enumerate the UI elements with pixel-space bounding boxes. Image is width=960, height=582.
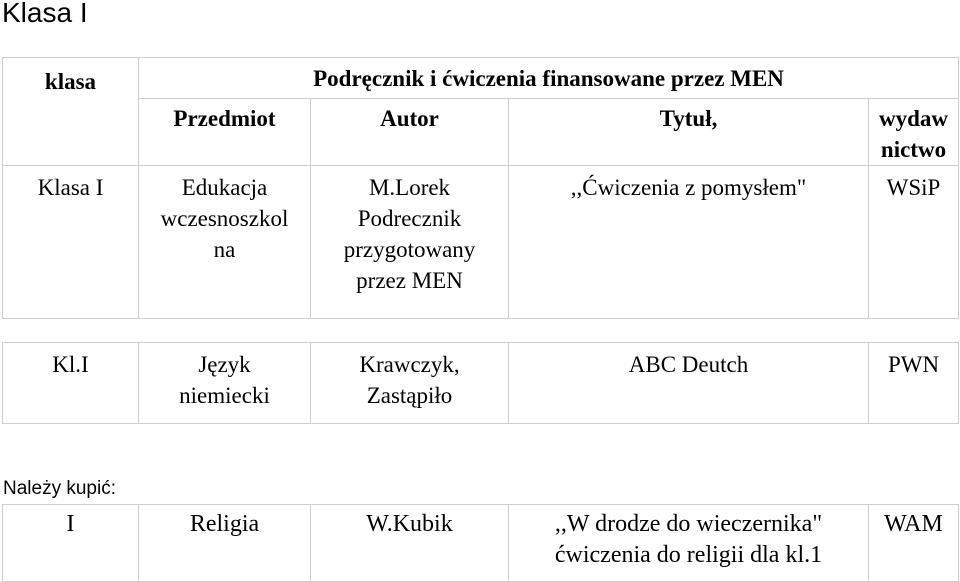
cell-przedmiot-line1: Język bbox=[198, 352, 251, 377]
cell-przedmiot-line2: wczesnoszkol bbox=[160, 206, 289, 231]
header-klasa: klasa bbox=[3, 58, 139, 166]
cell-wydawnictwo: WSiP bbox=[869, 166, 959, 319]
header-tytul: Tytuł, bbox=[509, 99, 869, 166]
cell-autor-line4: przez MEN bbox=[356, 268, 463, 293]
page-title: Klasa I bbox=[2, 0, 88, 28]
cell-przedmiot bbox=[139, 343, 311, 424]
cell-autor bbox=[311, 166, 509, 319]
cell-przedmiot bbox=[139, 166, 311, 319]
table-row bbox=[3, 505, 959, 582]
textbook-table-german bbox=[2, 342, 959, 424]
cell-tytul: ,,Ćwiczenia z pomysłem" bbox=[509, 166, 869, 319]
cell-autor-line2: Podrecznik bbox=[357, 206, 462, 231]
table-row bbox=[3, 343, 959, 424]
cell-przedmiot-line3: na bbox=[213, 237, 236, 262]
cell-autor bbox=[311, 343, 509, 424]
header-wydawnictwo-line1: wydaw bbox=[879, 106, 949, 131]
cell-przedmiot-line1: Edukacja bbox=[181, 175, 268, 200]
header-group: Podręcznik i ćwiczenia finansowane przez MEN bbox=[139, 58, 959, 99]
cell-klasa: Klasa I bbox=[3, 166, 139, 319]
cell-tytul-line2: ćwiczenia do religii dla kl.1 bbox=[554, 542, 823, 568]
header-autor: Autor bbox=[311, 99, 509, 166]
cell-wydawnictwo: WAM bbox=[869, 505, 959, 582]
textbook-table-main bbox=[2, 57, 959, 319]
table-row bbox=[3, 166, 959, 319]
header-wydawnictwo-line2: nictwo bbox=[880, 137, 947, 162]
cell-tytul: ABC Deutch bbox=[509, 343, 869, 424]
cell-przedmiot: Religia bbox=[139, 505, 311, 582]
cell-wydawnictwo: PWN bbox=[869, 343, 959, 424]
cell-autor-line3: przygotowany bbox=[343, 237, 476, 262]
note-label: Należy kupić: bbox=[3, 478, 116, 499]
cell-klasa: I bbox=[3, 505, 139, 582]
cell-tytul-line1: ,,W drodze do wieczernika" bbox=[554, 511, 823, 537]
cell-autor-line1: Krawczyk, bbox=[359, 352, 460, 377]
cell-autor-line1: M.Lorek bbox=[368, 175, 451, 200]
cell-klasa: Kl.I bbox=[3, 343, 139, 424]
cell-przedmiot-line2: niemiecki bbox=[179, 383, 270, 408]
textbook-table-buy bbox=[2, 504, 959, 582]
cell-autor: W.Kubik bbox=[311, 505, 509, 582]
header-wydawnictwo bbox=[869, 99, 959, 166]
header-przedmiot: Przedmiot bbox=[139, 99, 311, 166]
cell-tytul bbox=[509, 505, 869, 582]
cell-autor-line2: Zastąpiło bbox=[366, 383, 453, 408]
